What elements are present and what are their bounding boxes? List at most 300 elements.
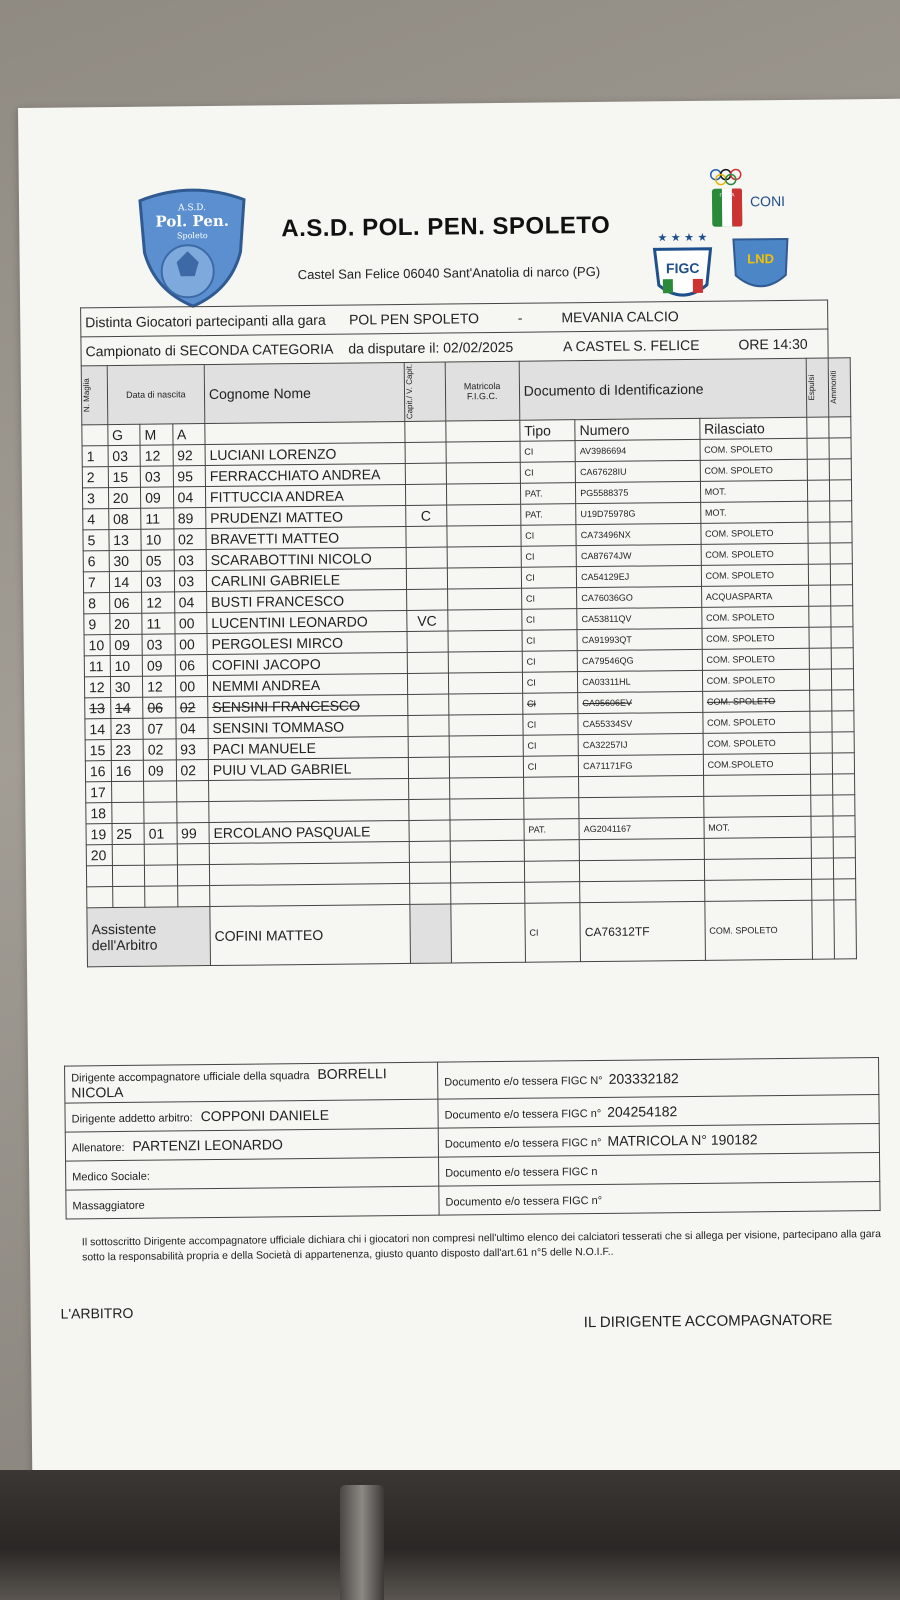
birth-day: 23 [111,718,144,739]
captain-mark [408,799,449,820]
matricola [448,630,522,652]
staff-role [66,1157,439,1190]
player-number: 10 [84,635,110,656]
birth-month: 03 [141,571,174,592]
espulsi-cell [812,837,834,858]
birth-year: 04 [175,718,208,739]
captain-mark [409,841,450,862]
staff-doc-label: Documento e/o tessera FIGC n [445,1165,598,1180]
doc-issuer [703,774,811,796]
birth-day: 30 [109,550,142,571]
doc-type [524,861,580,883]
birth-day [112,865,145,886]
assistant-name: COFINI MATTEO [210,904,410,965]
doc-number: AG2041167 [579,817,704,839]
captain-mark [408,757,449,778]
birth-month: 05 [141,550,174,571]
doc-type: PAT. [520,483,576,505]
staff-person-name: BORRELLI NICOLA [71,1065,387,1101]
doc-type: CI [521,525,577,547]
ammoniti-cell [834,879,856,900]
ammoniti-cell [831,606,853,627]
birth-day: 09 [110,634,143,655]
staff-role-label: Medico Sociale: [72,1170,150,1184]
staff-person-name: PARTENZI LEONARDO [132,1136,283,1154]
player-number: 1 [82,446,108,467]
espulsi-cell [808,522,830,543]
doc-type: CI [521,567,577,589]
birth-year: 02 [176,760,209,781]
staff-role-label: Dirigente addetto arbitro: [71,1112,193,1126]
doc-number: CA03311HL [578,670,703,692]
birth-year: 03 [174,571,207,592]
doc-number: CA91993QT [577,628,702,650]
player-name: PERGOLESI MIRCO [207,631,407,654]
ammoniti-cell [832,648,854,669]
doc-number: CA73496NX [576,523,701,545]
doc-number: CA32257IJ [578,733,703,755]
birth-year: 89 [173,508,206,529]
coni-logo [696,166,797,229]
birth-year: 03 [174,550,207,571]
matricola [448,693,522,715]
staff-person-name: COPPONI DANIELE [200,1106,330,1125]
staff-role-label: Dirigente accompagnatore ufficiale della squadra [71,1070,310,1085]
matricola [449,819,523,841]
assistant-label: Assistente dell'Arbitro [87,907,211,967]
birth-month: 09 [142,655,175,676]
doc-type: PAT. [520,504,576,526]
captain-mark [407,652,448,673]
captain-mark: VC [407,610,448,631]
staff-role [65,1099,438,1132]
staff-role-label: Allenatore: [71,1141,125,1155]
ammoniti-cell [833,795,855,816]
birth-day: 23 [111,739,144,760]
staff-document [439,1182,880,1216]
player-number: 4 [83,509,109,530]
espulsi-cell [809,606,831,627]
player-name: BUSTI FRANCESCO [206,589,406,612]
ammoniti-cell [831,564,853,585]
club-title: A.S.D. POL. PEN. SPOLETO [281,211,611,243]
staff-doc-label: Documento e/o tessera FIGC n° [445,1194,603,1209]
staff-document [438,1058,879,1100]
doc-issuer: COM. SPOLETO [702,648,810,670]
ammoniti-cell [834,837,856,858]
birth-year: 00 [175,634,208,655]
ammoniti-cell [833,816,855,837]
player-number: 20 [86,845,112,866]
doc-issuer: COM. SPOLETO [701,564,809,586]
birth-year [177,844,210,865]
birth-month: 03 [142,634,175,655]
player-number: 19 [86,824,112,845]
doc-type: CI [520,462,576,484]
player-name [209,841,409,864]
player-name: FERRACCHIATO ANDREA [205,463,405,486]
captain-mark [407,631,448,652]
col-numero: Numero [575,418,700,440]
doc-type: CI [522,609,578,631]
espulsi-cell [811,816,833,837]
player-number: 11 [84,656,110,677]
doc-type [524,882,580,904]
player-name: PUIU VLAD GABRIEL [208,757,408,780]
espulsi-cell [812,879,834,900]
player-number [86,866,112,887]
doc-type: PAT. [524,819,580,841]
assistant-numero: CA76312TF [580,901,705,961]
home-team: POL PEN SPOLETO [348,310,480,328]
player-name: ERCOLANO PASQUALE [209,820,409,843]
player-name: CARLINI GABRIELE [206,568,406,591]
ammoniti-cell [830,522,852,543]
match-title-label: Distinta Giocatori partecipanti alla gara [85,311,326,331]
matricola [448,672,522,694]
espulsi-cell [810,669,832,690]
birth-month: 10 [141,529,174,550]
birth-month: 01 [144,823,177,844]
espulsi-cell [810,690,832,711]
team-separator: - [517,309,523,326]
club-address: Castel San Felice 06040 Sant'Anatolia di narco (PG) [297,263,601,283]
staff-doc-label: Documento e/o tessera FIGC n° [444,1107,602,1122]
doc-number: CA71171FG [579,754,704,776]
doc-type: CI [521,588,577,610]
document-sheet [18,99,900,1483]
players-table [80,299,857,967]
staff-doc-value: 204254182 [607,1103,678,1120]
ammoniti-cell [832,669,854,690]
lnd-logo [729,235,792,296]
matricola [449,735,523,757]
doc-type: CI [523,735,579,757]
matricola [446,483,520,505]
espulsi-cell [808,543,830,564]
ammoniti-cell [830,459,852,480]
staff-role-label: Massaggiatore [72,1199,145,1213]
logo-text-3: Spoleto [176,231,208,241]
player-name: FITTUCCIA ANDREA [205,484,405,507]
player-name [209,862,409,885]
doc-number: CA87674JW [576,544,701,566]
birth-year: 95 [173,466,206,487]
doc-issuer [704,879,812,901]
doc-issuer: COM. SPOLETO [703,711,811,733]
player-name: LUCIANI LORENZO [205,442,405,465]
col-m: M [140,424,173,445]
doc-type [523,777,579,799]
player-number: 5 [83,530,109,551]
doc-issuer: COM. SPOLETO [703,732,811,754]
birth-year: 02 [175,697,208,718]
ammoniti-cell [829,438,851,459]
doc-issuer: COM. SPOLETO [700,459,808,481]
captain-mark [408,736,449,757]
logo-text-2: Pol. Pen. [155,211,230,231]
doc-type: CI [523,714,579,736]
player-number: 8 [84,593,110,614]
player-name: PACI MANUELE [208,736,408,759]
birth-month: 03 [140,466,173,487]
player-number: 6 [83,551,109,572]
player-name: COFINI JACOPO [207,652,407,675]
player-number: 12 [84,677,110,698]
staff-document [439,1153,880,1187]
doc-type: CI [523,756,579,778]
ammoniti-cell [830,501,852,522]
espulsi-cell [808,501,830,522]
matricola [447,609,521,631]
birth-month: 12 [143,676,176,697]
player-number: 14 [85,719,111,740]
col-matricola: Matricola F.I.G.C. [445,361,520,421]
captain-mark [408,778,449,799]
player-name: NEMMI ANDREA [207,673,407,696]
col-rilasciato: Rilasciato [699,417,807,439]
matricola [449,756,523,778]
player-number: 3 [82,488,108,509]
doc-issuer: COM.SPOLETO [703,753,811,775]
player-name: LUCENTINI LEONARDO [207,610,407,633]
captain-mark: C [405,505,446,526]
birth-day [111,781,144,802]
birth-month: 11 [141,508,174,529]
doc-number [579,838,704,860]
birth-day: 06 [109,592,142,613]
ammoniti-cell [831,543,853,564]
lnd-label: LND [747,251,775,267]
espulsi-cell [809,564,831,585]
matricola [446,441,520,463]
espulsi-cell [810,711,832,732]
captain-mark [405,442,446,463]
birth-year [177,865,210,886]
match-date: da disputare il: 02/02/2025 [348,338,514,357]
birth-month: 09 [143,760,176,781]
doc-number: CA95606EV [578,691,703,713]
birth-month [144,781,177,802]
birth-month [144,844,177,865]
doc-type: CI [522,672,578,694]
doc-type [524,798,580,820]
col-a: A [172,424,205,445]
espulsi-cell [807,438,829,459]
player-name: PRUDENZI MATTEO [206,505,406,528]
staff-doc-value: MATRICOLA N° 190182 [607,1131,758,1149]
matricola [449,798,523,820]
birth-year: 00 [175,676,208,697]
director-signature-label: IL DIRIGENTE ACCOMPAGNATORE [583,1311,833,1332]
matricola [448,714,522,736]
doc-issuer: COM. SPOLETO [701,522,809,544]
birth-day [112,844,145,865]
doc-number: CA67628IU [575,460,700,482]
doc-issuer: MOT. [704,816,812,838]
assistant-tipo: CI [525,903,581,963]
table-surface [0,1470,900,1600]
referee-signature-label: L'ARBITRO [60,1304,134,1322]
birth-month: 12 [142,592,175,613]
venue: A CASTEL S. FELICE [562,336,700,355]
captain-mark [406,526,447,547]
espulsi-cell [811,795,833,816]
espulsi-cell [812,858,834,879]
doc-number: CA55334SV [578,712,703,734]
player-number: 17 [86,782,112,803]
birth-month [145,865,178,886]
player-number: 13 [85,698,111,719]
player-number: 16 [85,761,111,782]
col-document: Documento di Identificazione [519,358,807,420]
ammoniti-cell [831,627,853,648]
matricola [447,588,521,610]
captain-mark [405,463,446,484]
espulsi-cell [810,648,832,669]
staff-role [65,1062,438,1103]
espulsi-cell [811,753,833,774]
doc-number [580,859,705,881]
matricola [450,861,524,883]
birth-day: 08 [108,508,141,529]
captain-mark [409,820,450,841]
doc-issuer: COM. SPOLETO [701,543,809,565]
kickoff-time: ORE 14:30 [738,335,808,353]
player-number: 18 [86,803,112,824]
doc-number [580,880,705,902]
col-espulsi: Espulsi [807,358,830,417]
birth-year [176,802,209,823]
espulsi-cell [810,732,832,753]
ammoniti-cell [833,753,855,774]
doc-number: CA53811QV [577,607,702,629]
matricola [447,567,521,589]
birth-year [177,886,210,907]
player-number: 7 [83,572,109,593]
figc-label: FIGC [665,259,700,277]
doc-issuer: COM. SPOLETO [702,669,810,691]
birth-year: 04 [173,487,206,508]
player-name: SENSINI FRANCESCO [208,694,408,717]
staff-document [438,1095,879,1129]
matricola [449,777,523,799]
matricola [447,546,521,568]
col-n-maglia: N. Maglia [81,366,107,425]
birth-day [112,886,145,907]
birth-day: 30 [110,676,143,697]
birth-month [144,802,177,823]
player-name: BRAVETTI MATTEO [206,526,406,549]
birth-year: 06 [175,655,208,676]
birth-day: 03 [108,445,141,466]
ammoniti-cell [832,711,854,732]
doc-issuer [704,837,812,859]
logo-text-1: A.S.D. [178,203,207,214]
ammoniti-cell [833,732,855,753]
birth-month: 07 [143,718,176,739]
birth-month [145,886,178,907]
coni-sub: ITALIA [719,192,735,199]
col-birth: Data di nascita [107,365,205,425]
birth-day: 20 [110,613,143,634]
doc-number: CA54129EJ [577,565,702,587]
doc-type: CI [522,630,578,652]
doc-issuer: MOT. [700,480,808,502]
doc-type: CI [520,441,576,463]
doc-issuer: MOT. [700,501,808,523]
captain-mark [407,694,448,715]
matricola [446,462,520,484]
ammoniti-cell [831,585,853,606]
matricola [450,882,524,904]
matricola [446,504,520,526]
birth-day: 16 [111,760,144,781]
captain-mark [405,484,446,505]
col-g: G [108,424,141,445]
captain-mark [407,673,448,694]
player-number: 2 [82,467,108,488]
player-number: 15 [85,740,111,761]
doc-number [579,775,704,797]
player-name: SENSINI TOMMASO [208,715,408,738]
assistant-rilasciato: COM. SPOLETO [705,900,813,960]
birth-year [176,781,209,802]
doc-type: CI [521,546,577,568]
birth-month: 06 [143,697,176,718]
birth-year: 00 [174,613,207,634]
player-number: 9 [84,614,110,635]
coni-label: CONI [749,192,786,210]
doc-number [579,796,704,818]
doc-type: CI [522,693,578,715]
doc-issuer [703,795,811,817]
bottle [340,1485,384,1600]
staff-doc-label: Documento e/o tessera FIGC n° [444,1136,602,1151]
espulsi-cell [808,459,830,480]
birth-month: 09 [141,487,174,508]
figc-logo [644,229,721,306]
player-name [209,799,409,822]
birth-month: 12 [140,445,173,466]
captain-mark [408,715,449,736]
doc-number: CA76036GO [577,586,702,608]
doc-number: U19D75978G [576,502,701,524]
captain-mark [406,547,447,568]
matricola [446,525,520,547]
ammoniti-cell [830,480,852,501]
captain-mark [409,862,450,883]
staff-role [65,1128,438,1161]
espulsi-cell [808,480,830,501]
championship: Campionato di SECONDA CATEGORIA [85,340,333,360]
espulsi-cell [809,627,831,648]
birth-day: 13 [109,529,142,550]
declaration-text: Il sottoscritto Dirigente accompagnatore ufficiale dichiara chi i giocatori non compresi nell'ultimo elenco dei calciatori tesserati che si allega per visione, partecipano alla gara sotto la responsabilità propria e della Società di appartenenza, giusto quanto disposto dall'art.61 n°5 delle N.O.I.F.. [81,1228,881,1264]
espulsi-cell [811,774,833,795]
doc-issuer: COM. SPOLETO [700,438,808,460]
ammoniti-cell [834,858,856,879]
doc-type [524,840,580,862]
birth-year: 99 [177,823,210,844]
doc-type: CI [522,651,578,673]
captain-mark [409,883,450,904]
birth-year: 04 [174,592,207,613]
col-ammoniti: Ammoniti [829,358,851,417]
birth-day: 14 [110,697,143,718]
ammoniti-cell [832,690,854,711]
doc-issuer: COM. SPOLETO [702,690,810,712]
